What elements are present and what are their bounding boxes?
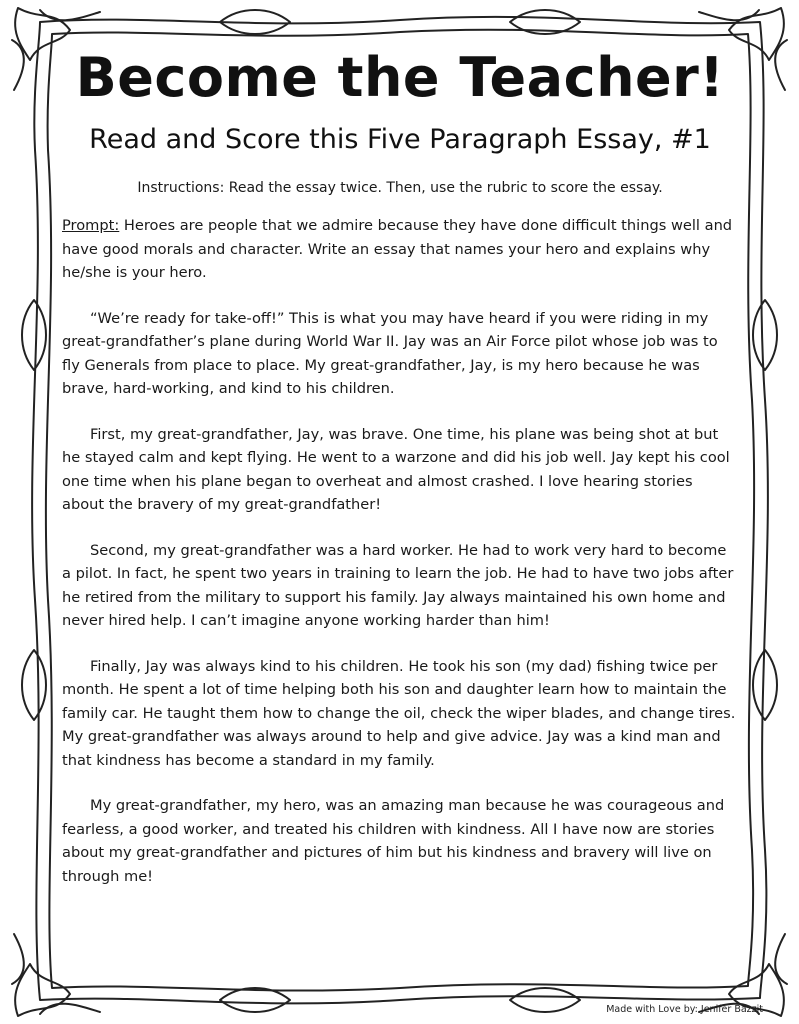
prompt-label: Prompt: [62, 217, 120, 234]
prompt-text: Heroes are people that we admire because they have done difficult things well and have good morals and character. Write an essay that names your hero and explains why he/she is your hero. [62, 217, 733, 281]
worksheet-content [62, 40, 738, 888]
essay-paragraph-body-1: First, my great-grandfather, Jay, was brave. One time, his plane was being shot at but he stayed calm and kept flying. He went to a warzone and did his job well. Jay kept his cool one time when his plane began to overheat and almost crashed. I love hearing stories about the bravery of my great-grandfather! [62, 425, 730, 513]
essay-paragraph-conclusion: My great-grandfather, my hero, was an amazing man because he was courageous and fearless, a good worker, and treated his children with kindness. All I have now are stories about my great-grandfather and pictures of him but his kindness and bravery will live on through me! [62, 797, 725, 885]
essay-paragraph-body-2: Second, my great-grandfather was a hard worker. He had to work very hard to become a pilot. In fact, he spent two years in training to learn the job. He had to have two jobs after he retired from the military to support his family. Jay always maintained his own home and never hired help. I can’t imagine anyone working harder than him! [62, 541, 734, 629]
page-subtitle: Read and Score this Five Paragraph Essay, #1 [89, 124, 711, 155]
essay-paragraph-body-3: Finally, Jay was always kind to his children. He took his son (my dad) fishing twice per month. He spent a lot of time helping both his son and daughter learn how to maintain the family car. He taught them how to change the oil, check the wiper blades, and change tires. My great-grandfather was always around to help and give advice. Jay was a kind man and that kindness has become a standard in my family. [62, 657, 736, 769]
instructions-text: Instructions: Read the essay twice. Then, use the rubric to score the essay. [137, 180, 663, 196]
page-title: Become the Teacher! [75, 46, 725, 109]
author-credit: Made with Love by: Jenifer Bazzit [606, 1004, 763, 1015]
essay-paragraph-intro: “We’re ready for take-off!” This is what you may have heard if you were riding in my great-grandfather’s plane during World War II. Jay was an Air Force pilot whose job was to fly Generals from place to place. My great-grandfather, Jay, is my hero because he was brave, hard-working, and kind to his children. [62, 309, 718, 397]
essay-prompt [62, 214, 738, 285]
